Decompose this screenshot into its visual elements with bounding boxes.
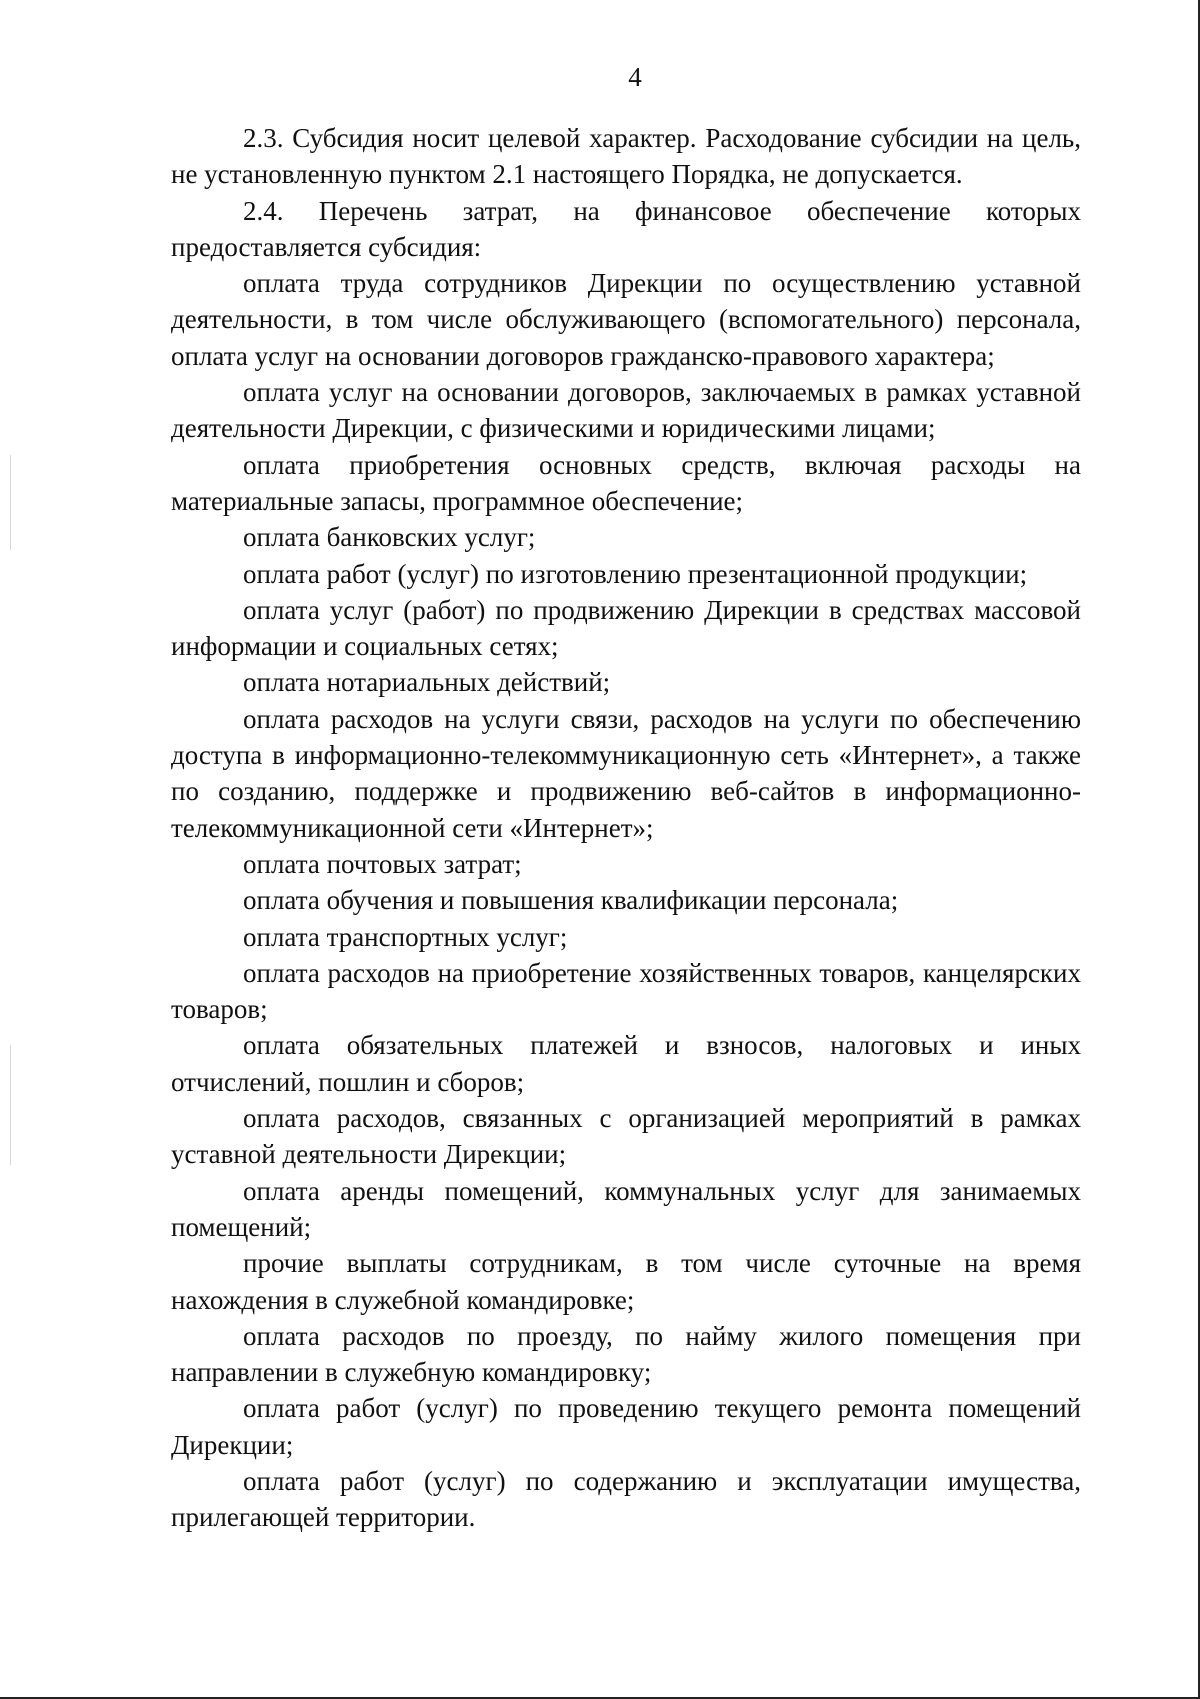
- list-item: оплата расходов по проезду, по найму жилого помещения при направлении в служебную командировку;: [171, 1320, 1081, 1388]
- list-item: оплата обязательных платежей и взносов, налоговых и иных отчислений, пошлин и сборов;: [171, 1030, 1081, 1097]
- list-item: оплата транспортных услуг;: [243, 921, 568, 952]
- list-item: оплата аренды помещений, коммунальных услуг для занимаемых помещений;: [171, 1175, 1081, 1242]
- list-item: оплата работ (услуг) по изготовлению презентационной продукции;: [243, 558, 1028, 589]
- paragraph: 2.3. Субсидия носит целевой характер. Расходование субсидии на цель, не установленную пунктом 2.1 настоящего Порядка, не допускается.: [171, 123, 1081, 190]
- document-body: [171, 120, 1081, 1536]
- list-item: оплата услуг (работ) по продвижению Дирекции в средствах массовой информации и социальных сетях;: [171, 594, 1081, 662]
- page-number: 4: [628, 62, 642, 92]
- paragraph: 2.4. Перечень затрат, на финансовое обеспечение которых предоставляется субсидия:: [171, 195, 1081, 262]
- list-item: оплата нотариальных действий;: [243, 667, 611, 698]
- list-item: прочие выплаты сотрудникам, в том числе суточные на время нахождения в служебной командировке;: [171, 1248, 1081, 1315]
- list-item: оплата труда сотрудников Дирекции по осуществлению уставной деятельности, в том числе обслуживающего (вспомогательного) персонала, оплата услуг на основании договоров гражданско-правового характера;: [171, 268, 1081, 371]
- list-item: оплата услуг на основании договоров, заключаемых в рамках уставной деятельности Дирекции, с физическими и юридическими лицами;: [171, 377, 1081, 444]
- list-item: оплата работ (услуг) по содержанию и эксплуатации имущества, прилегающей территории.: [171, 1465, 1081, 1533]
- list-item: оплата работ (услуг) по проведению текущего ремонта помещений Дирекции;: [171, 1393, 1081, 1460]
- list-item: оплата расходов на приобретение хозяйственных товаров, канцелярских товаров;: [171, 957, 1081, 1025]
- list-item: оплата почтовых затрат;: [243, 848, 522, 879]
- list-item: оплата банковских услуг;: [243, 522, 536, 553]
- list-item: оплата расходов, связанных с организацией мероприятий в рамках уставной деятельности Дирекции;: [171, 1103, 1081, 1170]
- list-item: оплата расходов на услуги связи, расходов на услуги по обеспечению доступа в информационно-телекоммуникационную сеть «Интернет», а также по созданию, поддержке и продвижению веб-сайтов в информационно-телекоммуникационной сети «Интернет»;: [171, 703, 1081, 843]
- list-item: оплата приобретения основных средств, включая расходы на материальные запасы, программное обеспечение;: [171, 449, 1081, 516]
- list-item: оплата обучения и повышения квалификации персонала;: [243, 885, 899, 916]
- scan-margin-mark: [10, 1045, 11, 1165]
- scan-margin-mark: [10, 455, 11, 550]
